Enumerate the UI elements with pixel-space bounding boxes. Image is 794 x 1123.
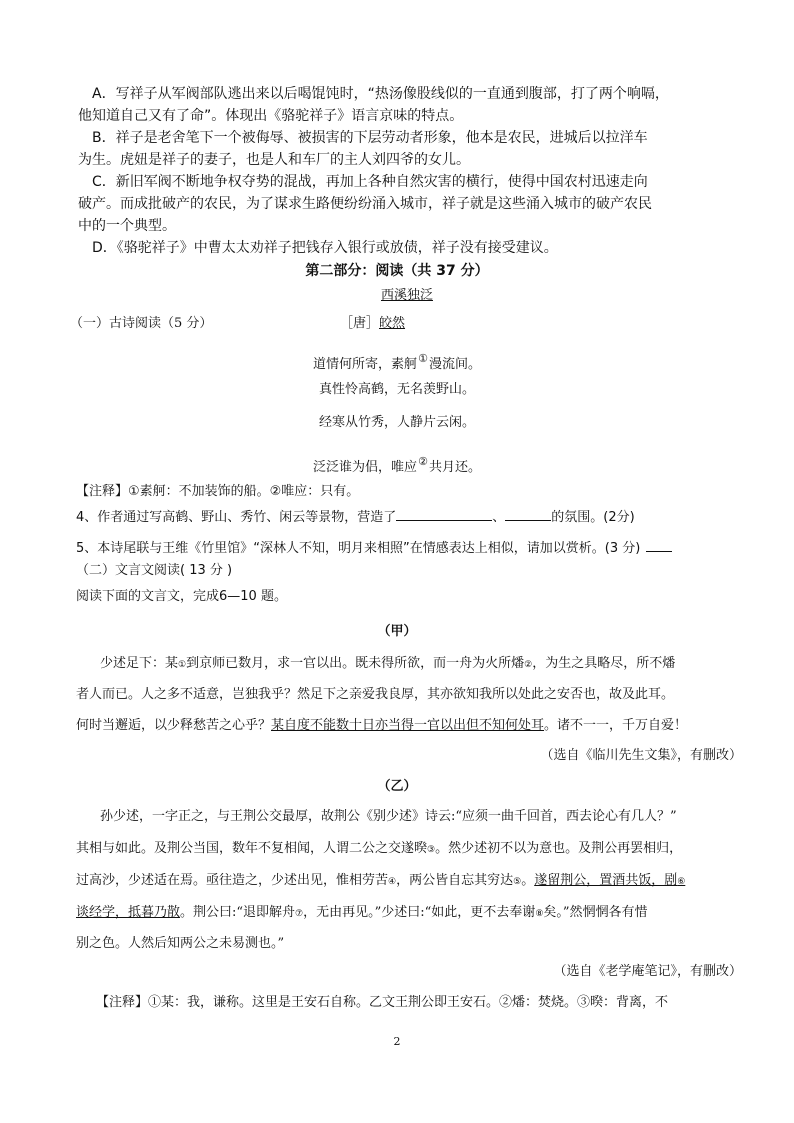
text-yi-line-3-c: 。 [521, 873, 535, 888]
poem-note-marker-2: ② [418, 455, 428, 468]
text-jia-line-1 [100, 654, 675, 675]
text-yi-line-4 [76, 903, 648, 924]
answer-blank-2[interactable] [505, 507, 551, 521]
poem-line-2: 真性怜高鹤，无名羡野山。 [318, 382, 475, 397]
poem-title: 西溪独泛 [380, 288, 433, 303]
option-c-line3: 中的一个典型。 [78, 218, 176, 234]
note-marker: ④ [388, 877, 397, 887]
question-5 [76, 538, 672, 559]
text-jia-line-1-c: ，为生之具略尽，所不燔 [532, 656, 676, 671]
text-yi-line-2-a: 其相与如此。及荆公当国，数年不复相闻，人谓二公之交遂暌 [76, 841, 428, 856]
text-jia-line-2: 者人而已。人之多不适意，岂独我乎？然足下之亲爱我良厚，其亦欲知我所以处此之安否也，故及此耳。 [76, 687, 675, 702]
text-yi-line-4-b: ，无由再见。”少述曰:“如此，更不去奉谢 [303, 905, 536, 920]
text-jia-line-1-b: 到京师已数月，求一官以出。既未得所欲，而一舟为火所燔 [186, 656, 525, 671]
section-heading: 第二部分：阅读（共 37 分） [305, 263, 489, 279]
option-a-line1: A．写祥子从军阀部队逃出来以后喝馄饨时，“热汤像股线似的一直通到腹部，打了两个响嗝， [92, 86, 669, 102]
text-yi-line-3 [76, 871, 685, 892]
poem-line-3: 经寒从竹秀，人静片云闲。 [318, 415, 475, 430]
note-marker: ⑦ [295, 909, 304, 919]
poem-byline [340, 314, 405, 334]
text-yi-line-2 [76, 839, 682, 860]
underlined-sentence-yi-part1: 遂留荆公，置酒共饭，剧 [534, 873, 678, 888]
option-d-line: D．《骆驼祥子》中曹太太劝祥子把钱存入银行或放债，祥子没有接受建议。 [92, 240, 558, 256]
text-yi-line-2-b: 。然少述初不以为意也。及荆公再罢相归， [435, 841, 683, 856]
part2-label: （二）文言文阅读( 13 分 ) [76, 563, 233, 578]
note-marker: ⑥ [677, 877, 686, 887]
text-jia-source: （选自《临川先生文集》，有删改） [540, 748, 742, 763]
text-jia-title: （甲） [377, 624, 417, 639]
note-marker: ① [178, 660, 187, 670]
poem-dynasty: ［唐］ [340, 316, 380, 331]
poem-line-4-a: 泛泛谁为侣，唯应 [313, 460, 418, 475]
note-marker: ② [524, 660, 533, 670]
underlined-sentence-yi-part2: 谈经学，抵暮乃散 [76, 905, 181, 920]
poem-note-marker-1: ① [418, 352, 428, 365]
poem-note: 【注释】①素舸：不加装饰的船。②唯应：只有。 [76, 484, 360, 499]
poem-author: 皎然 [379, 316, 406, 331]
text-yi-line-4-c: 矣。”然惘惘各有惜 [543, 905, 648, 920]
text-yi-line-5: 别之色。人然后知两公之未易测也。” [76, 936, 285, 951]
poem-line-1-a: 道情何所寄，素舸 [313, 357, 418, 372]
poem-line-1-b: 漫流间。 [428, 357, 481, 372]
part1-label: （一）古诗阅读（5 分） [70, 316, 213, 331]
option-c-line2: 破产。而成批破产的农民，为了谋求生路便纷纷涌入城市，祥子就是这些涌入城市的破产农民 [78, 196, 652, 212]
notes-section: 【注释】①某：我，谦称。这里是王安石自称。乙文王荆公即王安石。②燔：焚烧。③暌：背离，不 [96, 995, 669, 1010]
text-jia-line-3-a: 何时当邂逅，以少释愁苦之心乎？ [76, 718, 272, 733]
text-jia-line-3 [76, 716, 687, 736]
text-yi-line-1: 孙少述，一字正之，与王荆公交最厚，故荆公《别少述》诗云:“应须一曲千回首，西去论心有几人？” [100, 809, 677, 824]
answer-blank-3[interactable] [646, 538, 672, 552]
text-jia-line-3-b: 。诸不一一，千万自爱！ [544, 718, 688, 733]
text-jia-line-1-a: 少述足下：某 [100, 656, 179, 671]
text-yi-line-3-a: 过高沙，少述适在焉。亟往造之，少述出见，惟相劳苦 [76, 873, 389, 888]
question-4 [76, 507, 635, 528]
text-yi-title: （乙） [377, 779, 417, 794]
note-marker: ⑧ [535, 909, 544, 919]
answer-blank-1[interactable] [396, 507, 492, 521]
text-yi-line-3-b: ，两公皆自忘其穷达 [396, 873, 514, 888]
underlined-sentence-jia: 某自度不能数十日亦当得一官以出但不知何处耳 [271, 718, 545, 733]
text-yi-source: （选自《老学庵笔记》，有删改） [553, 964, 742, 979]
option-b-line2: 为生。虎妞是祥子的妻子，也是人和车厂的主人刘四爷的女儿。 [78, 152, 470, 168]
part2-instruction: 阅读下面的文言文，完成6—10 题。 [76, 589, 287, 604]
question-4-separator: 、 [492, 510, 506, 525]
question-5-text: 5、本诗尾联与王维《竹里馆》“深林人不知，明月来相照”在情感表达上相似，请加以赏析。(3 分) [76, 541, 641, 556]
page-number: 2 [393, 1035, 401, 1048]
poem-line-4-b: 共月还。 [428, 460, 481, 475]
option-c-line1: C．新旧军阀不断地争权夺势的混战，再加上各种自然灾害的横行，使得中国农村迅速走向 [92, 174, 648, 190]
poem-line-4 [0, 452, 794, 478]
text-yi-line-4-a: 。荆公曰:“退即解舟 [180, 905, 296, 920]
option-b-line1: B．祥子是老舍笔下一个被侮辱、被损害的下层劳动者形象，他本是农民，进城后以拉洋车 [92, 130, 648, 146]
question-4-text-a: 4、作者通过写高鹤、野山、秀竹、闲云等景物，营造了 [76, 510, 397, 525]
option-a-line2: 他知道自己又有了命”。体现出《骆驼祥子》语言京味的特点。 [78, 108, 464, 124]
poem-line-1 [0, 349, 794, 375]
question-4-text-b: 的氛围。(2分) [551, 510, 635, 525]
note-marker: ③ [427, 845, 436, 855]
note-marker: ⑤ [513, 877, 522, 887]
